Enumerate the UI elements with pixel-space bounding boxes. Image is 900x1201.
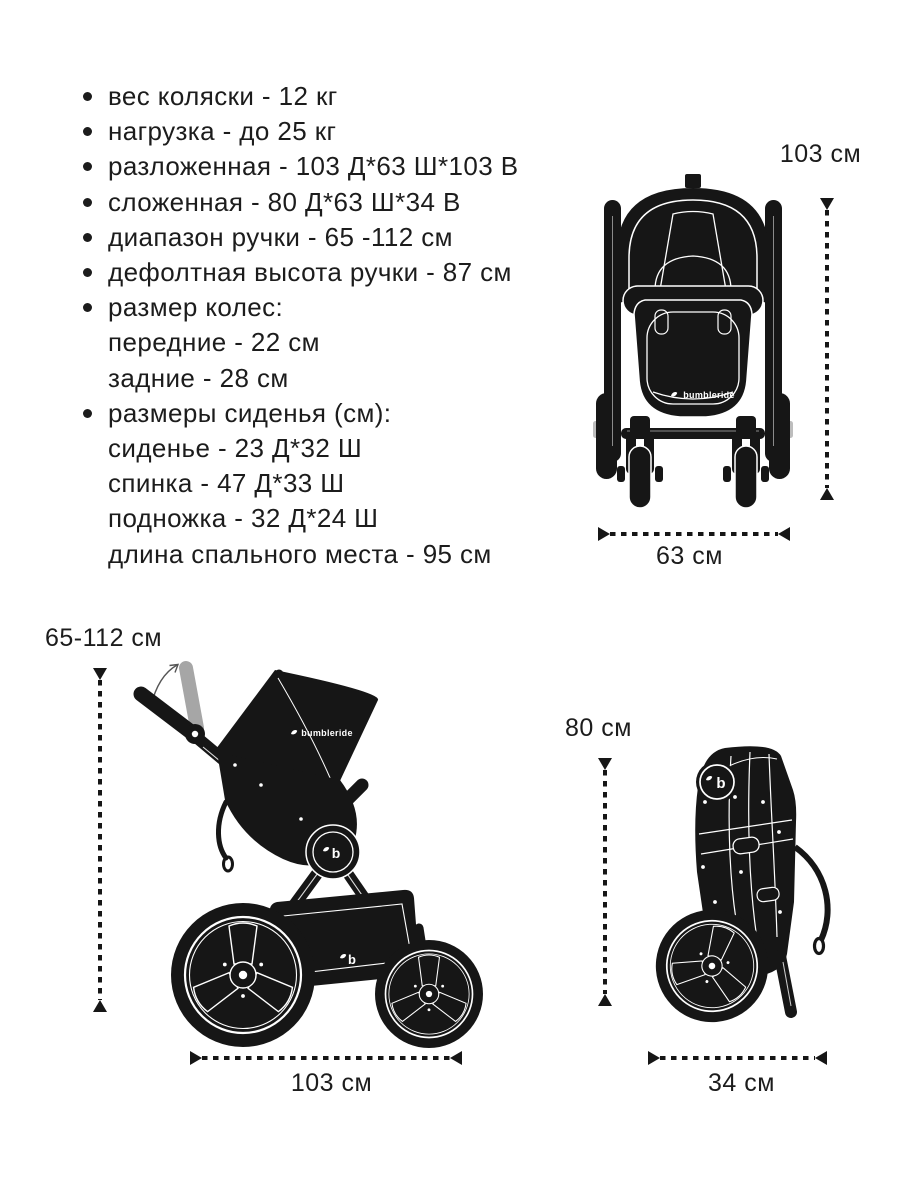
spec-item: нагрузка - до 25 кг <box>82 114 612 149</box>
arrow-left-icon <box>450 1051 462 1065</box>
dashed-line <box>202 1056 450 1060</box>
spec-item: вес коляски - 12 кг <box>82 79 612 114</box>
handle-hinge-dot <box>192 731 198 737</box>
stroller-side-view <box>125 652 545 1050</box>
spec-item: длина спального места - 95 см <box>108 538 492 569</box>
spec-item: сиденье - 23 Д*32 Ш <box>108 433 363 464</box>
spec-item: размеры сиденья (см): <box>82 396 612 431</box>
frame-hub-logo <box>306 825 360 879</box>
side-rear-wheel <box>171 903 315 1047</box>
folded-height-dimension-line <box>598 758 612 1006</box>
handle-alt-position <box>186 668 197 728</box>
spec-list <box>82 79 612 572</box>
side-brand-text: bumbleride <box>301 728 353 738</box>
side-handlebar <box>141 694 191 732</box>
folded-width-label: 34 см <box>708 1069 775 1097</box>
dashed-line <box>98 680 102 1000</box>
dashed-line <box>603 770 607 994</box>
basket-logo-letter: b <box>348 952 356 967</box>
arrow-down-icon <box>598 758 612 770</box>
arrow-left-icon <box>815 1051 827 1065</box>
arrow-up-icon <box>820 488 834 500</box>
dashed-line <box>610 532 778 536</box>
folded-logo <box>696 761 738 803</box>
spec-item: размер колес: <box>82 290 612 325</box>
arrow-up-icon <box>598 994 612 1006</box>
arrow-down-icon <box>820 198 834 210</box>
spec-item: подножка - 32 Д*24 Ш <box>108 503 379 534</box>
folded-height-label: 80 см <box>565 714 632 742</box>
hub-logo-letter: b <box>331 845 341 861</box>
spec-item: диапазон ручки - 65 -112 см <box>82 220 612 255</box>
spec-item: передние - 22 см <box>108 327 320 358</box>
front-width-label: 63 см <box>656 542 723 570</box>
spec-item: спинка - 47 Д*33 Ш <box>108 468 345 499</box>
stroller-front-view <box>593 174 793 529</box>
dashed-line <box>825 210 829 488</box>
front-view-canopy <box>617 174 769 304</box>
front-width-dimension-line <box>598 527 790 541</box>
arrow-down-icon <box>93 668 107 680</box>
carry-strap <box>795 847 828 954</box>
front-brand-text: bumbleride <box>683 390 735 400</box>
side-length-label: 103 см <box>290 1069 373 1097</box>
seat-strap <box>218 802 232 871</box>
arrow-right-icon <box>598 527 610 541</box>
front-height-dimension-line <box>820 198 834 500</box>
side-front-wheel <box>375 940 483 1048</box>
spec-item: сложенная - 80 Д*63 Ш*34 В <box>82 185 612 220</box>
seat-grab-bar <box>344 785 362 803</box>
arrow-up-icon <box>93 1000 107 1012</box>
dashed-line <box>660 1056 815 1060</box>
side-handle-dimension-line <box>93 668 107 1012</box>
stroller-folded-view <box>645 742 840 1024</box>
folded-logo-letter: b <box>716 775 726 792</box>
spec-item: дефолтная высота ручки - 87 см <box>82 255 612 290</box>
spec-item: разложенная - 103 Д*63 Ш*103 В <box>82 149 612 184</box>
arrow-right-icon <box>190 1051 202 1065</box>
front-view-front-wheels <box>617 416 769 508</box>
arrow-left-icon <box>778 527 790 541</box>
arrow-right-icon <box>648 1051 660 1065</box>
folded-width-dimension-line <box>648 1051 827 1065</box>
front-view-seat <box>634 300 752 417</box>
side-length-dimension-line <box>190 1051 462 1065</box>
front-height-label: 103 см <box>779 140 862 168</box>
folded-leg <box>780 956 791 1012</box>
side-handle-range-label: 65-112 см <box>45 624 163 652</box>
spec-item: задние - 28 см <box>108 362 289 393</box>
